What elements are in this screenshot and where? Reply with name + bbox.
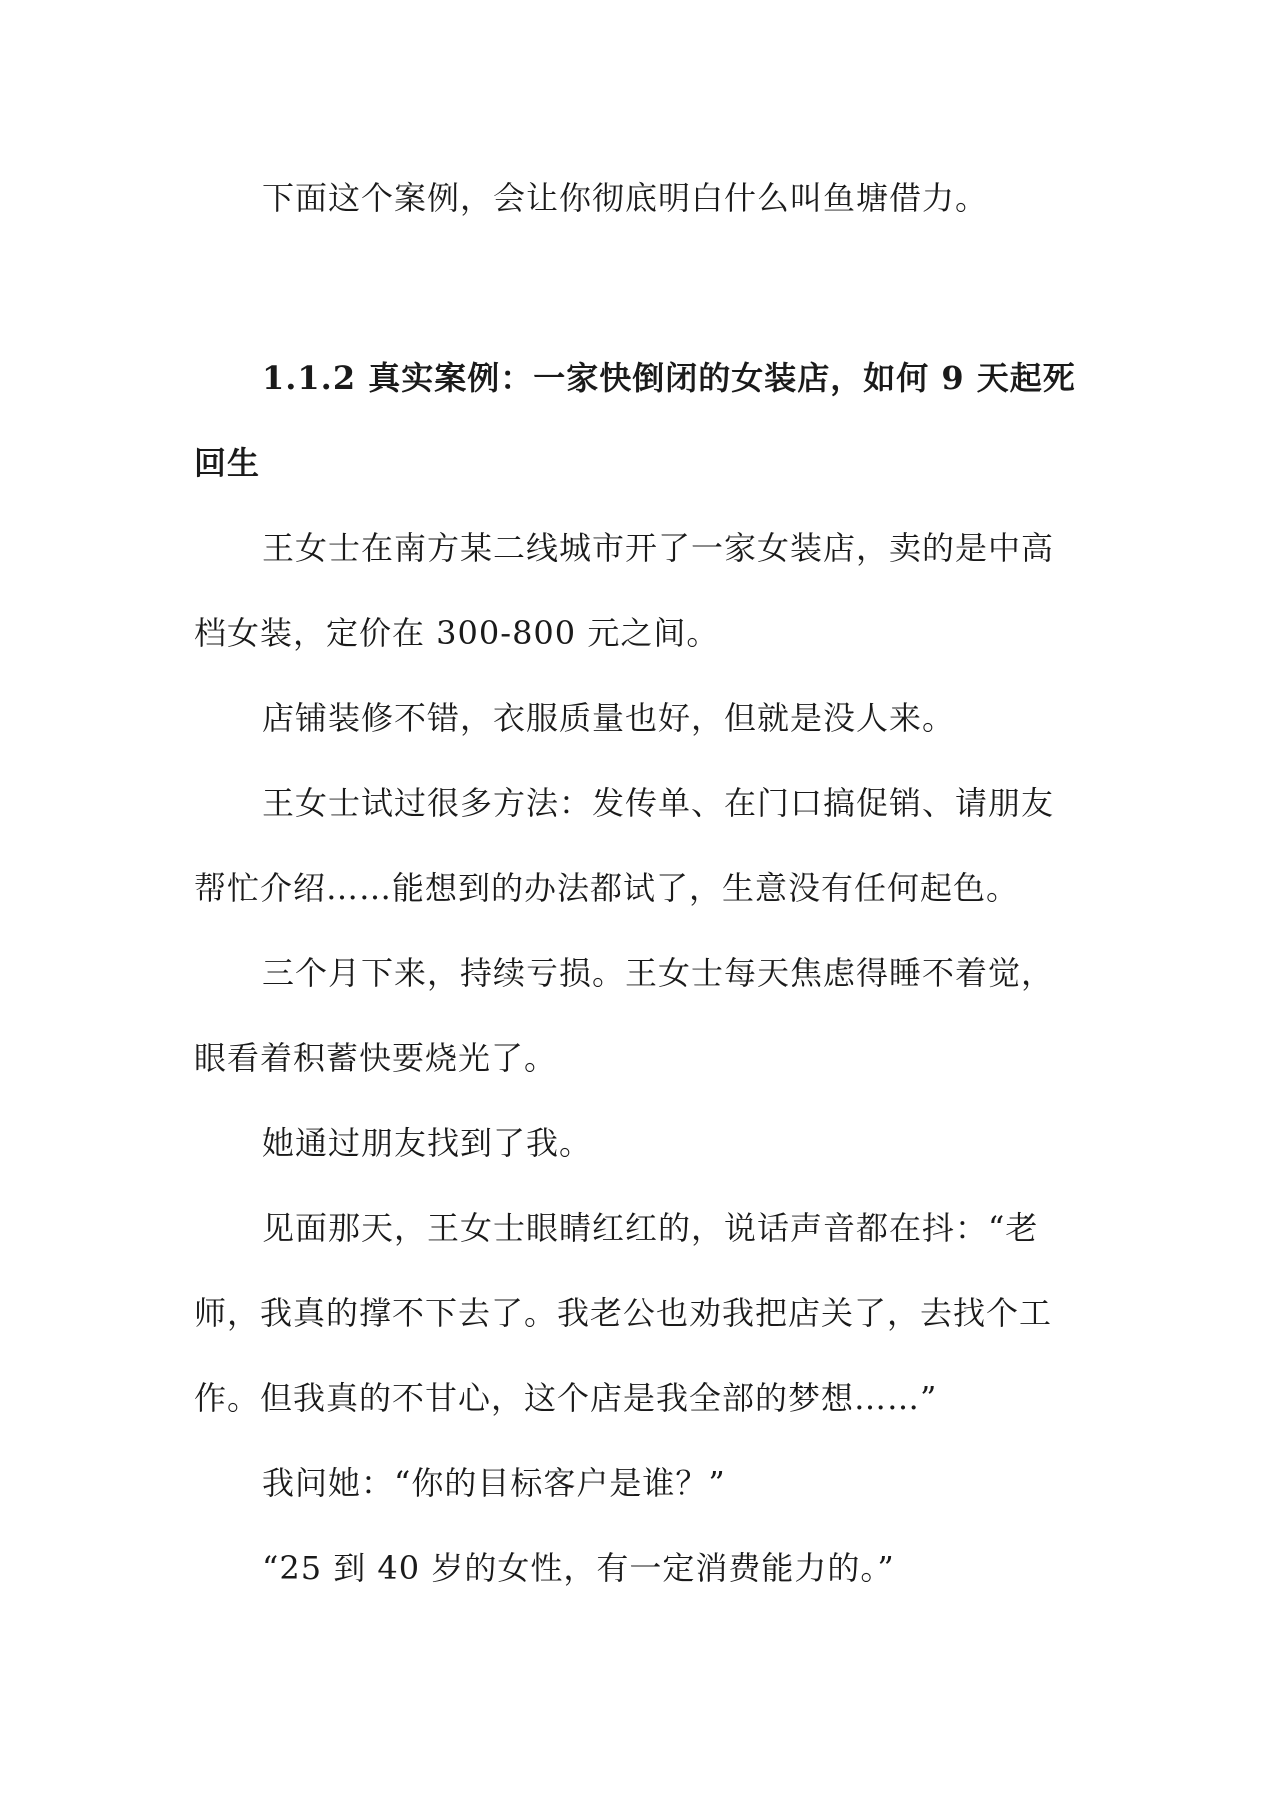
section-heading-line-1: 1.1.2 真实案例：一家快倒闭的女装店，如何 9 天起死 <box>262 359 1076 397</box>
paragraph-5: 她通过朋友找到了我。 <box>262 1124 593 1162</box>
paragraph-7: 我问她：“你的目标客户是谁？” <box>262 1464 726 1502</box>
paragraph-2: 店铺装修不错，衣服质量也好，但就是没人来。 <box>262 699 956 737</box>
paragraph-1-line-1: 王女士在南方某二线城市开了一家女装店，卖的是中高 <box>262 529 1055 567</box>
intro-paragraph: 下面这个案例，会让你彻底明白什么叫鱼塘借力。 <box>262 179 989 217</box>
paragraph-1-line-2: 档女装，定价在 300-800 元之间。 <box>194 614 720 652</box>
paragraph-3-line-1: 王女士试过很多方法：发传单、在门口搞促销、请朋友 <box>262 784 1055 822</box>
paragraph-6-line-2: 师，我真的撑不下去了。我老公也劝我把店关了，去找个工 <box>194 1294 1053 1332</box>
paragraph-3-line-2: 帮忙介绍……能想到的办法都试了，生意没有任何起色。 <box>194 869 1020 907</box>
section-heading-line-2: 回生 <box>194 444 261 482</box>
paragraph-4-line-1: 三个月下来，持续亏损。王女士每天焦虑得睡不着觉， <box>262 954 1055 992</box>
paragraph-6-line-1: 见面那天，王女士眼睛红红的，说话声音都在抖：“老 <box>262 1209 1039 1247</box>
paragraph-4-line-2: 眼看着积蓄快要烧光了。 <box>194 1039 558 1077</box>
paragraph-8: “25 到 40 岁的女性，有一定消费能力的。” <box>262 1549 895 1587</box>
paragraph-6-line-3: 作。但我真的不甘心，这个店是我全部的梦想……” <box>194 1379 938 1417</box>
